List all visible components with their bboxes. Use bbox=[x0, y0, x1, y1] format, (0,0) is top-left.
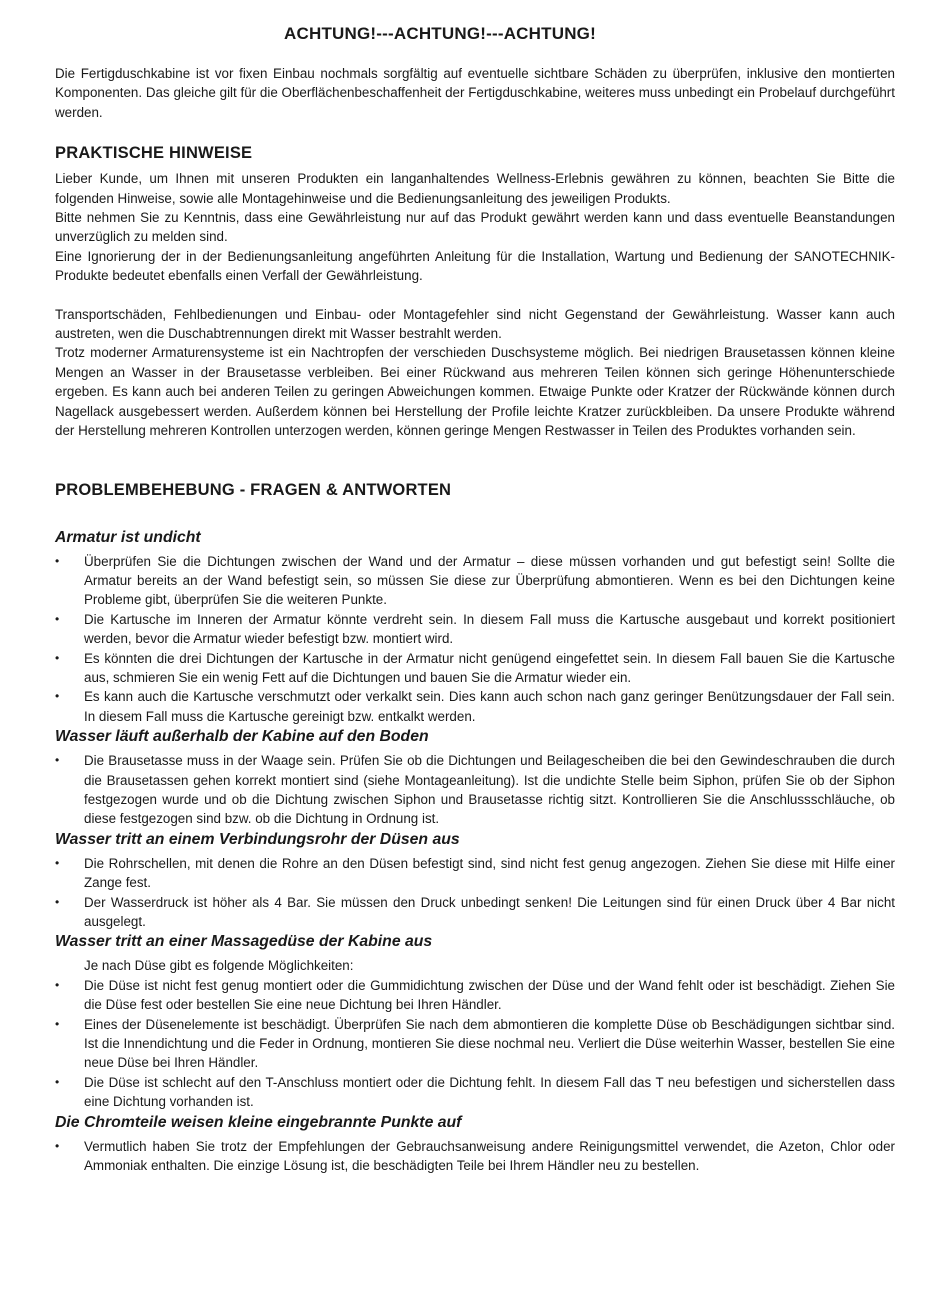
intro-paragraph: Die Fertigduschkabine ist vor fixen Einbau nochmals sorgfältig auf eventuelle sichtbare Schäden zu überprüfen, inklusive den montierten Komponenten. Das gleiche gilt für die Oberflächenbeschaffenheit der Fertigduschkabine, weiteres muss unbedingt ein Probelauf durchgeführt werden. bbox=[55, 66, 895, 120]
list-item: • Eines der Düsenelemente ist beschädigt. Überprüfen Sie nach dem abmontieren die komplette Düse ob Beschädigungen sichtbar sind. Ist die Innendichtung und die Feder in Ordnung, montieren Sie diese nochmal neu. Verliert die Düse weiterhin Wasser, bestellen Sie eine neue Düse bei Ihren Händler. bbox=[55, 1016, 895, 1071]
answer-list bbox=[55, 751, 895, 829]
paragraph: Transportschäden, Fehlbedienungen und Einbau- oder Montagefehler sind nicht Gegenstand der Gewährleistung. Wasser kann auch austreten, wen die Duschabtrennungen direkt mit Wasser bestrahlt werden. bbox=[55, 306, 895, 342]
spacer bbox=[55, 286, 895, 305]
bullet-icon: • bbox=[55, 977, 60, 992]
bullet-icon: • bbox=[55, 689, 60, 704]
bullet-icon: • bbox=[55, 1138, 60, 1153]
list-item: • Die Düse ist schlecht auf den T-Anschluss montiert oder die Dichtung fehlt. In diesem Fall das T neu befestigen und sicherstellen dass eine Dichtung vorhanden ist. bbox=[55, 1074, 895, 1110]
list-item: • Der Wasserdruck ist höher als 4 Bar. Sie müssen den Druck unbedingt senken! Die Leitungen sind für einen Druck über 4 Bar nicht ausgelegt. bbox=[55, 894, 895, 929]
answer-intro: Je nach Düse gibt es folgende Möglichkeiten: bbox=[84, 958, 354, 974]
document-page bbox=[55, 24, 895, 1176]
paragraph: Bitte nehmen Sie zu Kenntnis, dass eine Gewährleistung nur auf das Produkt gewährt werden kann und dass eventuelle Beanstandungen unverzüglich zu melden sind. bbox=[55, 210, 895, 245]
list-item: • Es könnten die drei Dichtungen der Kartusche in der Armatur nicht genügend eingefettet sein. In diesem Fall bauen Sie die Kartusche aus, schmieren Sie ein wenig Fett auf die Dichtungen und bauen Sie die Armatur wieder ein. bbox=[55, 650, 895, 685]
bullet-icon: • bbox=[55, 1016, 60, 1031]
bullet-icon: • bbox=[55, 611, 60, 626]
answer-list bbox=[55, 976, 895, 1112]
list-item: • Überprüfen Sie die Dichtungen zwischen der Wand und der Armatur – diese müssen vorhanden und gut befestigt sein! Sollte die Armatur bereits an der Wand befestigt sein, so müssen Sie diese zur Überprüfung abmontieren. Wenn es bei den Dichtungen keine Probleme gibt, überprüfen Sie die weiteren Punkte. bbox=[55, 553, 895, 608]
page-title: ACHTUNG!---ACHTUNG!---ACHTUNG! bbox=[284, 24, 596, 43]
bullet-icon: • bbox=[55, 855, 60, 870]
list-item: • Die Brausetasse muss in der Waage sein. Prüfen Sie ob die Dichtungen und Beilagescheiben die bei den Gewindeschrauben die durch die Brausetassen gehen korrekt montiert sind (siehe Montageanleitung). Ist die undichte Stelle beim Siphon, prüfen Sie ob der Siphon festgezogen wurde und ob die Dichtung zwischen Siphon und Brausetasse richtig sitzt. Kontrollieren Sie die Anschlussschläuche, ob diese festgezogen sind bzw. ob die Dichtung in Ordnung ist. bbox=[55, 753, 895, 827]
section-praktische-hinweise bbox=[55, 144, 895, 440]
list-item: • Vermutlich haben Sie trotz der Empfehlungen der Gebrauchsanweisung andere Reinigungsmittel verwendet, die Azeton, Chlor oder Ammoniak enthalten. Die einzige Lösung ist, die beschädigten Teile bei Ihrem Händler neu zu bestellen. bbox=[55, 1138, 895, 1174]
list-item: • Es kann auch die Kartusche verschmutzt oder verkalkt sein. Dies kann auch schon nach ganz geringer Benützungsdauer der Fall sein. In diesem Fall muss die Kartusche gereinigt bzw. entkalkt werden. bbox=[55, 689, 895, 724]
paragraph: Eine Ignorierung der in der Bedienungsanleitung angeführten Anleitung für die Installation, Wartung und Bedienung der SANOTECHNIK-Produkte bedeutet ebenfalls einen Verfall der Gewährleistung. bbox=[55, 248, 895, 284]
question-heading: Wasser tritt an einer Massagedüse der Kabine aus bbox=[55, 933, 433, 951]
answer-list bbox=[55, 1137, 895, 1176]
bullet-icon: • bbox=[55, 894, 60, 909]
section-heading: PRAKTISCHE HINWEISE bbox=[55, 144, 253, 163]
section-problembehebung bbox=[55, 481, 895, 1176]
list-item: • Die Kartusche im Inneren der Armatur könnte verdreht sein. In diesem Fall muss die Kartusche ausgebaut und korrekt positioniert werden, bevor die Armatur wieder befestigt bzw. montiert wird. bbox=[55, 611, 895, 647]
bullet-icon: • bbox=[55, 1074, 60, 1089]
bullet-icon: • bbox=[55, 650, 60, 665]
list-item: • Die Düse ist nicht fest genug montiert oder die Gummidichtung zwischen der Düse und der Wand fehlt oder ist beschädigt. Ziehen Sie die Düse fest oder bestellen Sie eine neue Dichtung bei Ihren Händler. bbox=[55, 977, 895, 1013]
question-heading: Armatur ist undicht bbox=[55, 528, 201, 546]
paragraph: Trotz moderner Armaturensysteme ist ein Nachtropfen der verschieden Duschsysteme möglich. Bei niedrigen Brausetassen können kleine Mengen an Wasser in der Brausetasse verbleiben. Bei einer Rückwand aus mehreren Teilen können sich geringe Höhenunterschiede ergeben. Es kann auch bei anderen Teilen zu geringen Abweichungen kommen. Etwaige Punkte oder Kratzer der Rückwände können durch Nagellack ausgebessert werden. Außerdem können bei Herstellung der Profile leichte Kratzer zurückbleiben. Da unsere Produkte während der Herstellung mehreren Kontrollen unterzogen werden, können geringe Mengen Restwasser in Teilen des Produktes vorhanden sein. bbox=[55, 345, 895, 439]
question-heading: Die Chromteile weisen kleine eingebrannte Punkte auf bbox=[55, 1113, 462, 1131]
bullet-icon: • bbox=[55, 753, 60, 768]
question-heading: Wasser läuft außerhalb der Kabine auf den Boden bbox=[55, 728, 429, 746]
question-heading: Wasser tritt an einem Verbindungsrohr der Düsen aus bbox=[55, 830, 460, 848]
answer-list bbox=[55, 552, 895, 727]
answer-list bbox=[55, 854, 895, 932]
section-heading: PROBLEMBEHEBUNG - FRAGEN & ANTWORTEN bbox=[55, 480, 452, 499]
list-item: • Die Rohrschellen, mit denen die Rohre an den Düsen befestigt sind, sind nicht fest genug angezogen. Ziehen Sie diese mit Hilfe einer Zange fest. bbox=[55, 855, 895, 891]
bullet-icon: • bbox=[55, 553, 60, 568]
paragraph: Lieber Kunde, um Ihnen mit unseren Produkten ein langanhaltendes Wellness-Erlebnis gewähren zu können, beachten Sie Bitte die folgenden Hinweise, sowie alle Montagehinweise und die Bedienungsanleitung des jeweiligen Produkts. bbox=[55, 171, 895, 206]
